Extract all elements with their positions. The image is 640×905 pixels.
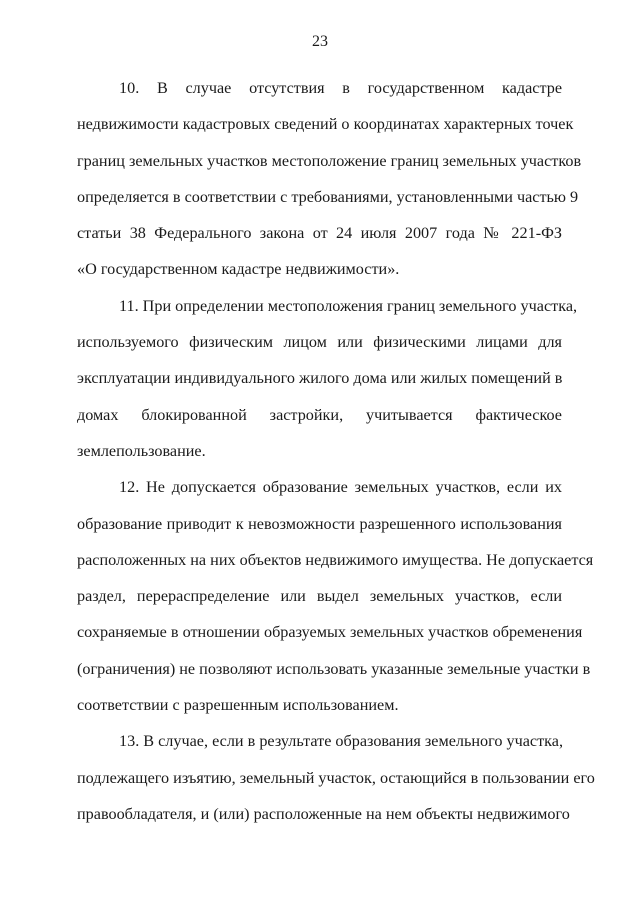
text-line: 13. В случае, если в результате образования земельного участка, <box>119 732 564 751</box>
paragraph-13 <box>77 723 595 832</box>
text-line: сохраняемые в отношении образуемых земельных участков обременения <box>77 623 583 642</box>
text-line: 12. Не допускается образование земельных участков, если их <box>119 478 562 497</box>
text-line: статьи 38 Федерального закона от 24 июля 2007 года № 221-ФЗ <box>77 224 562 243</box>
text-line: 10. В случае отсутствия в государственном кадастре <box>119 79 562 97</box>
paragraph-12 <box>77 469 594 723</box>
text-line: недвижимости кадастровых сведений о координатах характерных точек <box>77 115 574 134</box>
text-line: определяется в соответствии с требованиями, установленными частью 9 <box>77 187 579 206</box>
paragraph-10 <box>77 70 582 288</box>
text-line: образование приводит к невозможности разрешенного использования <box>77 514 562 533</box>
text-line: границ земельных участков местоположение границ земельных участков <box>77 151 582 170</box>
text-line: используемого физическим лицом или физическими лицами для <box>77 333 562 352</box>
text-line: правообладателя, и (или) расположенные на нем объекты недвижимого <box>77 804 570 823</box>
document-body <box>77 70 595 832</box>
text-line: землепользование. <box>77 441 206 460</box>
text-line: домах блокированной застройки, учитывается фактическое <box>77 405 562 424</box>
text-line: соответствии с разрешенным использованием. <box>77 696 399 715</box>
text-line: (ограничения) не позволяют использовать указанные земельные участки в <box>77 659 591 678</box>
text-line: «О государственном кадастре недвижимости». <box>77 260 400 279</box>
text-line: эксплуатации индивидуального жилого дома или жилых помещений в <box>77 369 563 388</box>
text-line: расположенных на них объектов недвижимого имущества. Не допускается <box>77 550 594 569</box>
text-line: подлежащего изъятию, земельный участок, остающийся в пользовании его <box>77 768 595 787</box>
text-line: 11. При определении местоположения границ земельного участка, <box>119 296 578 315</box>
page-number: 23 <box>312 33 328 50</box>
paragraph-11 <box>77 288 578 469</box>
text-line: раздел, перераспределение или выдел земельных участков, если <box>77 587 562 606</box>
